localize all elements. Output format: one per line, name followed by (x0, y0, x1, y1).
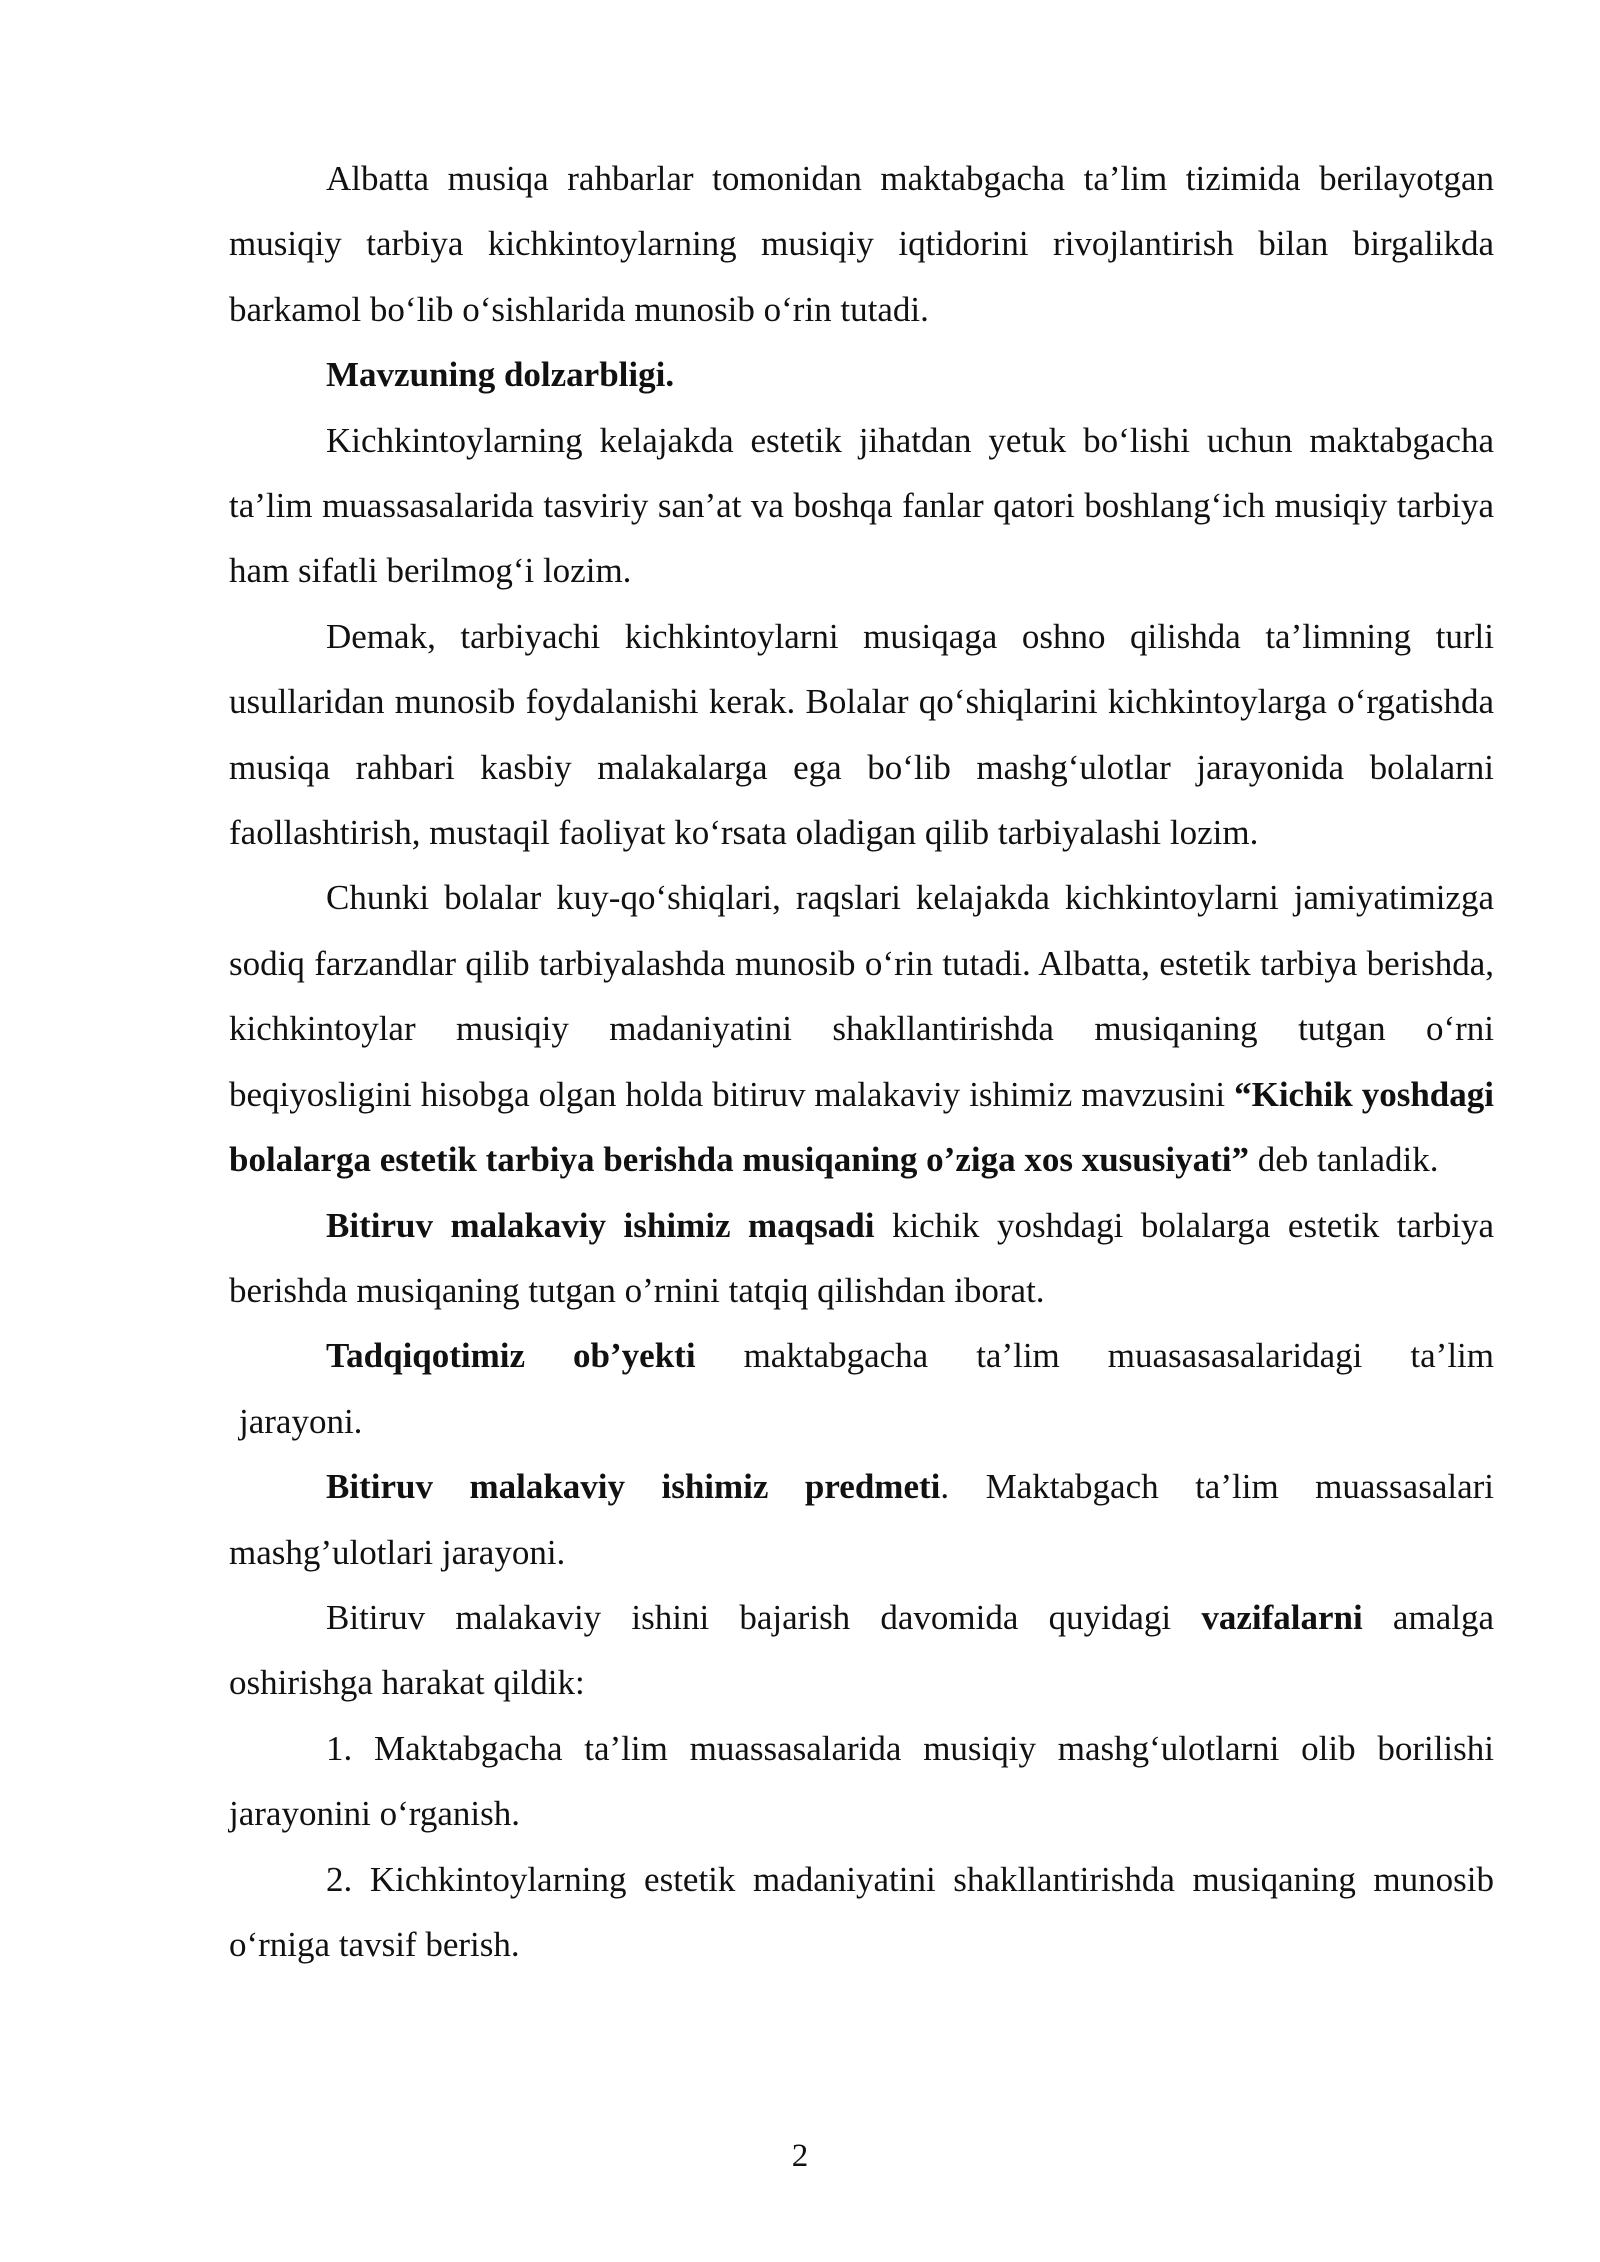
goal-label: Bitiruv malakaviy ishimiz maqsadi (326, 1205, 875, 1245)
paragraph-goal (229, 1193, 1494, 1324)
paragraph-intro-text: Albatta musiqa rahbarlar tomonidan maktabgacha ta’lim tizimida berilayotgan musiqiy tarbiya kichkintoylarning musiqiy iqtidorini rivojlantirish bilan birgalikda barkamol bo‘lib o‘sishlarida munosib o‘rin tutadi. (229, 159, 1494, 329)
object-label: Tadqiqotimiz ob’yekti (326, 1336, 696, 1376)
paragraph-relevance-text: Kichkintoylarning kelajakda estetik jihatdan yetuk bo‘lishi uchun maktabgacha ta’lim muassasalarida tasviriy san’at va boshqa fanlar qatori boshlang‘ich musiqiy tarbiya ham sifatli berilmog‘i lozim. (229, 420, 1494, 591)
goal-text: kichik yoshdagi bolalarga estetik tarbiya berishda musiqaning tutgan o’rnini tatqiq qilishdan iborat. (229, 1205, 1494, 1310)
section-heading: Mavzuning dolzarbligi. (326, 355, 675, 395)
tasks-text: Bitiruv malakaviy ishini bajarish davomida quyidagi (326, 1597, 1202, 1637)
paragraph-tasks (229, 1585, 1494, 1716)
tasks-keyword: vazifalarni (1201, 1597, 1363, 1637)
list-item-text: 2. Kichkintoylarning estetik madaniyatini shakllantirishda musiqaning munosib o‘rniga tavsif berish. (229, 1859, 1494, 1964)
tasks-end: amalga oshirishga harakat qildik: (229, 1597, 1494, 1703)
paragraph-topic-end: deb tanladik. (1248, 1140, 1439, 1180)
list-item (229, 1716, 1494, 1847)
thesis-title: “Kichik yoshdagi bolalarga estetik tarbiya berishda musiqaning o’ziga xos xususiyati” (229, 1074, 1494, 1180)
list-item-text: 1. Maktabgacha ta’lim muassasalarida musiqiy mashg‘ulotlarni olib borilishi jarayonini o‘rganish. (229, 1728, 1494, 1834)
paragraph-methods (229, 604, 1494, 866)
paragraph-subject (229, 1454, 1494, 1585)
document-page (229, 146, 1494, 1977)
page-number: 2 (791, 2138, 809, 2174)
paragraph-methods-text: Demak, tarbiyachi kichkintoylarni musiqaga oshno qilishda ta’limning turli usullaridan munosib foydalanishi kerak. Bolalar qo‘shiqlarini kichkintoylarga o‘rgatishda musiqa rahbari kasbiy malakalarga ega bo‘lib mashg‘ulotlar jarayonida bolalarni faollashtirish, mustaqil faoliyat ko‘rsata oladigan qilib tarbiyalashi lozim. (229, 616, 1494, 853)
list-item (229, 1847, 1494, 1978)
paragraph-relevance (229, 408, 1494, 604)
paragraph-object-continuation: jarayoni. (239, 1401, 363, 1441)
paragraph-topic-text: Chunki bolalar kuy-qo‘shiqlari, raqslari kelajakda kichkintoylarni jamiyatimizga sodiq farzandlar qilib tarbiyalashda munosib o‘rin tutadi. Albatta, estetik tarbiya berishda, kichkintoylar musiqiy madaniyatini shakllantirishda musiqaning tutgan o‘rni beqiyosligini hisobga olgan holda bitiruv malakaviy ishimiz mavzusini (229, 878, 1494, 1114)
paragraph-intro (229, 146, 1494, 342)
object-text: maktabgacha ta’lim muasasasalaridagi ta’lim (695, 1336, 1495, 1376)
subject-text: . Maktabgach ta’lim muassasalari mashg’ulotlari jarayoni. (229, 1467, 1494, 1572)
paragraph-topic (229, 865, 1494, 1192)
paragraph-object (229, 1323, 1494, 1388)
subject-label: Bitiruv malakaviy ishimiz predmeti (326, 1467, 941, 1507)
